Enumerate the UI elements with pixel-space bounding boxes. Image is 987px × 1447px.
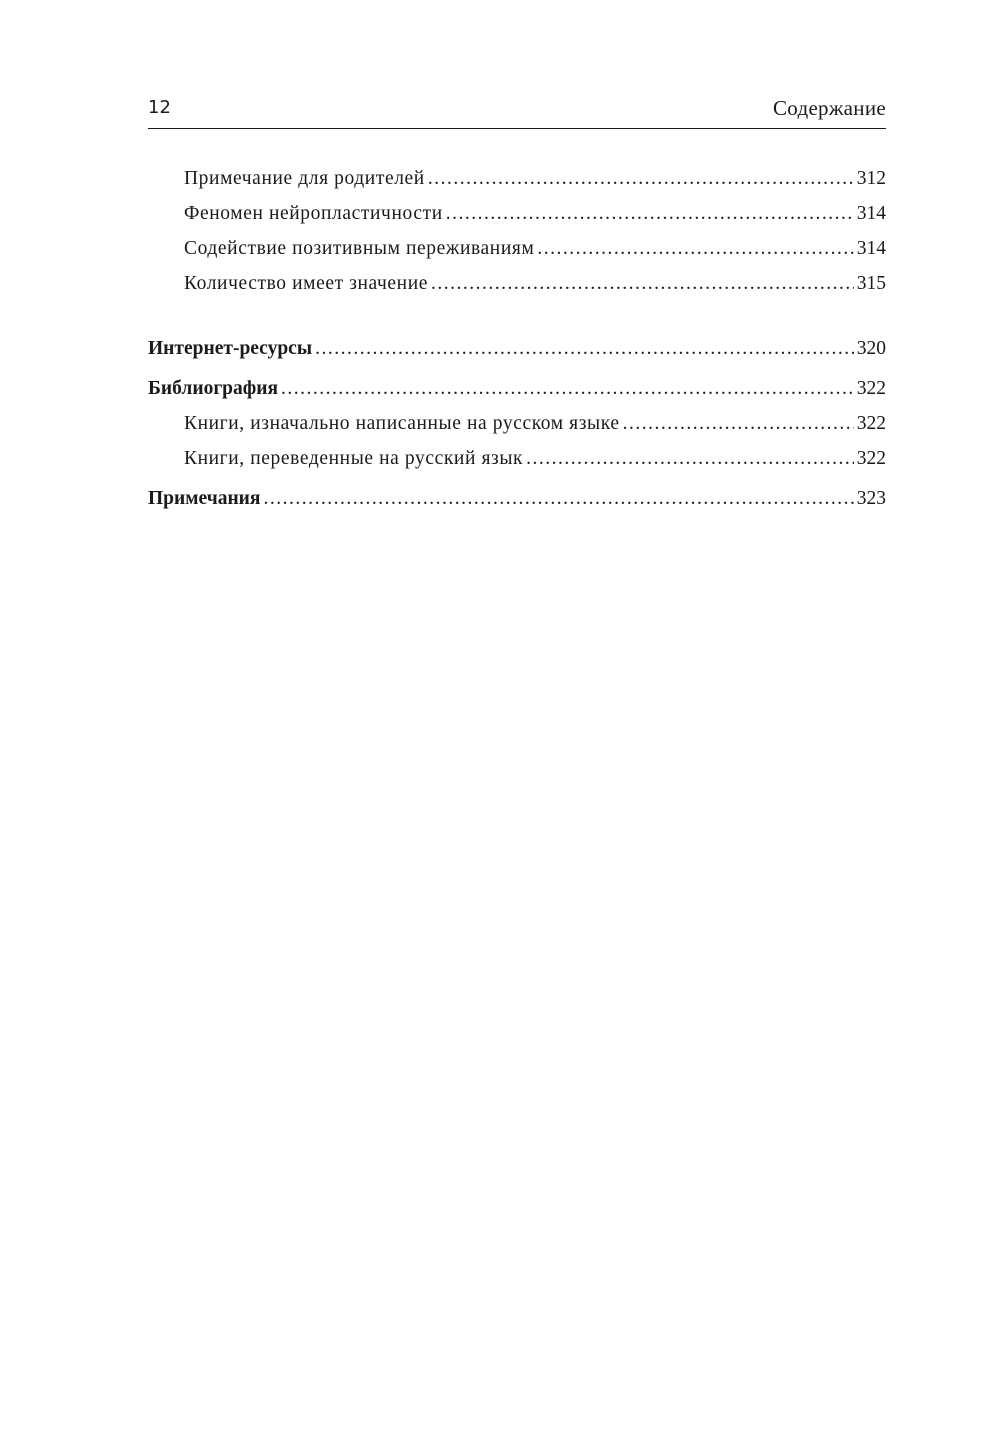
toc-entry-title: Книги, переведенные на русский язык [184, 448, 524, 469]
toc-entry-title: Примечание для родителей [184, 168, 425, 189]
toc-entry[interactable] [148, 441, 886, 476]
toc-entry-page: 322 [856, 413, 886, 434]
dot-leader [446, 196, 854, 231]
dot-leader [537, 231, 853, 266]
toc-entry[interactable] [148, 161, 886, 196]
page-number: 12 [148, 97, 171, 118]
toc-entry[interactable] [148, 266, 886, 301]
toc-entry-title: Количество имеет значение [184, 273, 429, 294]
toc-section-title: Библиография [148, 378, 279, 399]
running-head: Содержание [772, 96, 886, 120]
toc-entry[interactable] [148, 196, 886, 231]
dot-leader [315, 331, 854, 366]
toc-entry-page: 322 [856, 448, 886, 469]
toc-entry-title: Феномен нейропластичности [184, 203, 443, 224]
dot-leader [623, 406, 854, 441]
toc-entry-page: 314 [856, 238, 886, 259]
toc-section-title: Интернет-ресурсы [148, 338, 313, 359]
dot-leader [526, 441, 854, 476]
dot-leader [281, 371, 854, 406]
toc-section-title: Примечания [148, 488, 261, 509]
toc-section-page: 320 [856, 338, 886, 359]
table-of-contents [148, 161, 886, 516]
toc-entry-title: Книги, изначально написанные на русском языке [184, 413, 620, 434]
section-spacer [148, 301, 886, 331]
toc-entry[interactable] [148, 231, 886, 266]
toc-section[interactable] [148, 481, 886, 516]
toc-entry-title: Содействие позитивным переживаниям [184, 238, 535, 259]
dot-leader [428, 161, 854, 196]
toc-section[interactable] [148, 371, 886, 406]
page-header [148, 96, 886, 129]
toc-entry-page: 315 [856, 273, 886, 294]
toc-section[interactable] [148, 331, 886, 366]
toc-entry-page: 314 [856, 203, 886, 224]
toc-section-page: 323 [856, 488, 886, 509]
dot-leader [431, 266, 854, 301]
toc-entry[interactable] [148, 406, 886, 441]
toc-entry-page: 312 [856, 168, 886, 189]
toc-section-page: 322 [856, 378, 886, 399]
dot-leader [263, 481, 853, 516]
